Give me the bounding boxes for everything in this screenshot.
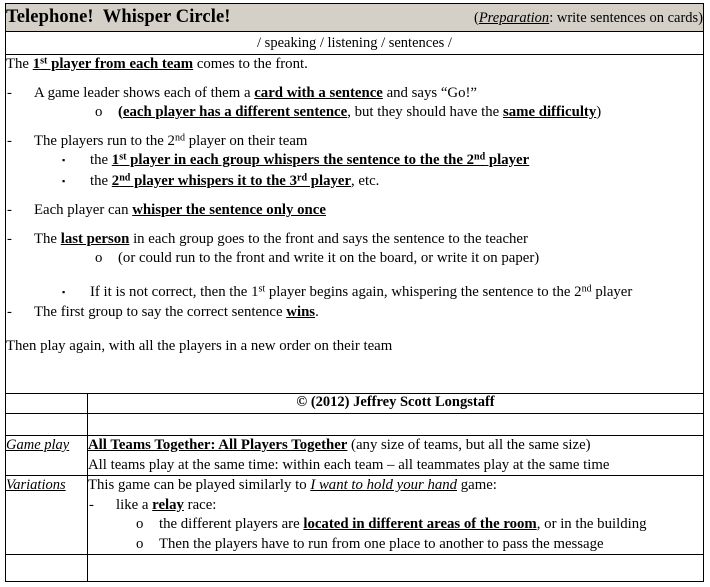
list-item-2-sub-2-text xyxy=(90,172,379,193)
list-item-2-sub-2 xyxy=(62,172,703,193)
document-table xyxy=(5,3,704,582)
variations-line-1-pre: This game can be played similarly to xyxy=(88,477,311,493)
spacer xyxy=(6,221,703,230)
sub1-bold: 1st player in each group whispers the sentence to the the 2nd player xyxy=(111,151,530,168)
item1sub-bold1: each player has a different sentence xyxy=(122,104,348,120)
spacer xyxy=(6,323,703,332)
circle-marker: o xyxy=(95,250,103,266)
variations-label: Variations xyxy=(6,477,66,493)
list-item-4-text xyxy=(34,230,528,250)
variations-line-4 xyxy=(136,535,703,555)
variations-line-2 xyxy=(89,496,703,516)
spacer xyxy=(6,192,703,201)
prep-label: Preparation xyxy=(478,10,550,26)
variations-line-3-bold: located in different areas of the room xyxy=(303,516,537,532)
item1-bold: card with a sentence xyxy=(254,84,383,101)
variations-line-3-text xyxy=(159,515,647,535)
item3-pre: Each player can xyxy=(34,202,133,218)
item1sub-post: ) xyxy=(596,104,602,120)
variations-label-cell xyxy=(6,476,88,555)
list-item-2 xyxy=(7,132,703,152)
list-item-4 xyxy=(7,230,703,250)
list-item-4-sub-text: (or could run to the front and write it on the board, or write it on paper) xyxy=(118,250,540,266)
spacer xyxy=(6,123,703,132)
circle-marker: o xyxy=(136,535,144,552)
circle-marker: o xyxy=(136,516,144,532)
dash-marker: - xyxy=(7,84,12,101)
variations-line-3 xyxy=(136,515,703,535)
square-marker: ▪ xyxy=(62,286,66,297)
list-item-5-sub-text: If it is not correct, then the 1st player begins again, whispering the sentence to the 2nd player xyxy=(90,282,633,300)
blank-label-cell-2 xyxy=(6,555,88,582)
item6-bold: wins xyxy=(286,304,316,320)
item1sub-mid: , but they should have the xyxy=(347,104,503,120)
intro-bold: 1st player from each team xyxy=(32,55,194,72)
item4-pre: The xyxy=(34,230,61,247)
prep-open-paren: ( xyxy=(473,10,479,26)
intro-line xyxy=(6,55,703,75)
dash-marker: - xyxy=(7,132,12,149)
variations-line-2-bold: relay xyxy=(152,496,184,513)
copyright-cell: © (2012) Jeffrey Scott Longstaff xyxy=(88,394,704,414)
blank-row-2 xyxy=(6,555,704,582)
gameplay-line-2: All teams play at the same time: within each team – all teammates play at the same time xyxy=(88,456,610,473)
gameplay-label-cell xyxy=(6,436,88,476)
variations-game-ref: I want to hold your hand xyxy=(310,477,458,493)
gameplay-label: Game play xyxy=(6,437,70,453)
list-item-6 xyxy=(7,303,703,323)
square-marker: ▪ xyxy=(62,175,66,186)
intro-post: comes to the front. xyxy=(193,56,308,72)
item1-pre: A game leader shows each of them a xyxy=(34,84,255,101)
blank-row-1 xyxy=(6,414,704,436)
list-item-5-sub xyxy=(62,283,703,304)
gameplay-value-cell xyxy=(88,436,704,476)
item6-pre: The first group to say the correct sentence xyxy=(34,304,287,320)
list-item-2-sub-1 xyxy=(62,151,703,172)
header-cell xyxy=(6,4,704,32)
intro-pre: The xyxy=(6,56,33,72)
list-item-2-sub-1-text xyxy=(90,151,529,172)
variations-line-4-text: Then the players have to run from one place to another to pass the message xyxy=(159,535,604,552)
skills-row xyxy=(6,32,704,55)
spacer xyxy=(6,269,703,278)
page-title: Telephone! Whisper Circle! xyxy=(6,7,231,27)
square-marker: ▪ xyxy=(62,155,66,165)
item1sub-open: ( xyxy=(118,104,123,120)
list-item-1-sub xyxy=(95,103,703,123)
closing-line: Then play again, with all the players in a new order on their team xyxy=(6,337,393,354)
dash-marker: - xyxy=(7,304,12,320)
item4-bold: last person xyxy=(60,230,130,247)
circle-marker: o xyxy=(95,104,103,120)
variations-line-2-post: race: xyxy=(183,496,217,513)
variations-value-cell xyxy=(88,476,704,555)
variations-row xyxy=(6,476,704,555)
dash-marker: - xyxy=(89,496,94,513)
body-row xyxy=(6,55,704,394)
item1-post: and says “Go!” xyxy=(382,84,477,101)
gameplay-line-1-rest: (any size of teams, but all the same size) xyxy=(347,437,591,453)
header-row xyxy=(6,4,704,32)
preparation-note xyxy=(474,5,703,32)
blank-value-cell xyxy=(88,414,704,436)
dash-marker: - xyxy=(7,202,12,218)
list-item-1-text xyxy=(34,84,477,104)
variations-line-2-text xyxy=(116,496,216,516)
list-item-3-text xyxy=(34,201,326,221)
list-item-1 xyxy=(7,84,703,104)
spacer xyxy=(6,75,703,84)
skills-cell: / speaking / listening / sentences / xyxy=(6,32,704,55)
list-item-3 xyxy=(7,201,703,221)
copyright-row xyxy=(6,394,704,414)
blank-value-cell-2 xyxy=(88,555,704,582)
variations-line-2-pre: like a xyxy=(116,496,153,513)
variations-line-3-post: , or in the building xyxy=(536,516,647,532)
variations-line-1-post: game: xyxy=(457,477,497,493)
sub2-pre: the xyxy=(90,172,112,189)
prep-text: : write sentences on cards) xyxy=(549,10,703,26)
dash-marker: - xyxy=(7,230,12,247)
sub2-bold: 2nd player whispers it to the 3rd player xyxy=(111,171,352,189)
gameplay-line-1-bold: All Teams Together: All Players Together xyxy=(88,437,348,453)
item1sub-bold2: same difficulty xyxy=(502,104,597,120)
gameplay-line-1 xyxy=(88,436,703,456)
document-page xyxy=(5,3,703,581)
list-item-2-text: The players run to the 2nd player on their team xyxy=(34,131,308,149)
variations-line-3-pre: the different players are xyxy=(159,516,304,532)
list-item-1-sub-text xyxy=(118,103,601,123)
sub2-post: , etc. xyxy=(351,172,380,189)
list-item-4-sub xyxy=(95,249,703,269)
variations-line-1 xyxy=(88,476,703,496)
item6-post: . xyxy=(315,304,319,320)
sub1-pre: the xyxy=(90,152,112,168)
instructions-cell xyxy=(6,55,704,394)
gameplay-row xyxy=(6,436,704,476)
item3-bold: whisper the sentence only once xyxy=(132,202,326,218)
copyright-label-cell xyxy=(6,394,88,414)
item4-post: in each group goes to the front and says the sentence to the teacher xyxy=(129,230,528,247)
list-item-6-text xyxy=(34,303,319,323)
blank-label-cell xyxy=(6,414,88,436)
